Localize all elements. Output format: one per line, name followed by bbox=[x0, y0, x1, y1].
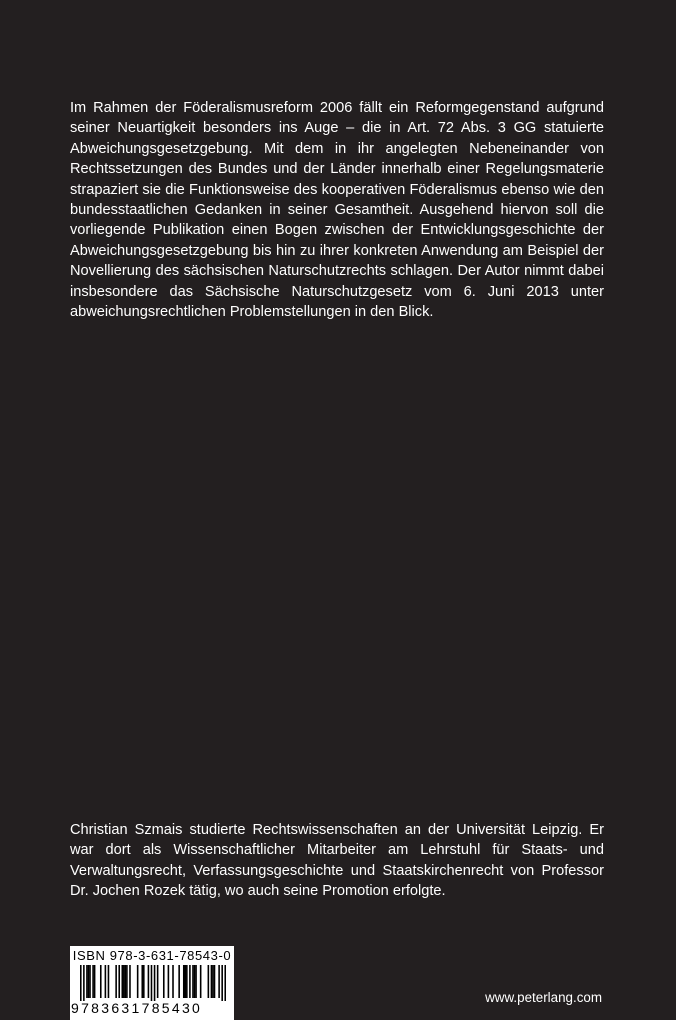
barcode-bar bbox=[115, 965, 117, 998]
barcode-bar bbox=[121, 965, 123, 998]
barcode-bar bbox=[172, 965, 174, 998]
barcode-bar bbox=[212, 965, 214, 998]
barcode-bar bbox=[221, 965, 223, 1001]
barcode-bar bbox=[151, 965, 153, 1001]
barcode-bar bbox=[108, 965, 110, 998]
barcode-bar bbox=[118, 965, 120, 998]
barcode-bar bbox=[218, 965, 220, 998]
barcode-bar bbox=[214, 965, 216, 998]
barcode-bar bbox=[141, 965, 143, 998]
barcode-bar bbox=[195, 965, 197, 998]
barcode-bar bbox=[157, 965, 159, 998]
barcode-bar bbox=[178, 965, 180, 998]
barcode-bars bbox=[80, 965, 226, 1001]
barcode-bar bbox=[105, 965, 107, 998]
barcode-bar bbox=[94, 965, 96, 998]
barcode-bar bbox=[88, 965, 90, 998]
barcode-bar bbox=[208, 965, 210, 998]
barcode-bar bbox=[123, 965, 125, 998]
barcode-bar bbox=[163, 965, 165, 998]
isbn-label: ISBN 978-3-631-78543-0 bbox=[72, 948, 232, 963]
barcode-bar bbox=[92, 965, 94, 998]
barcode-bar bbox=[89, 965, 91, 998]
barcode-bar bbox=[224, 965, 226, 1001]
isbn-barcode bbox=[70, 946, 234, 1020]
barcode-bar bbox=[192, 965, 194, 998]
barcode-bar bbox=[83, 965, 85, 1001]
barcode-bar bbox=[186, 965, 188, 998]
barcode-bar bbox=[154, 965, 156, 1001]
barcode-bar bbox=[148, 965, 150, 998]
barcode-bar bbox=[185, 965, 187, 998]
barcode-bar bbox=[194, 965, 196, 998]
barcode-bar bbox=[200, 965, 202, 998]
barcode-digits: 9783631785430 bbox=[71, 1000, 203, 1016]
publisher-website: www.peterlang.com bbox=[485, 990, 602, 1005]
barcode-bar bbox=[189, 965, 191, 998]
barcode-bar bbox=[100, 965, 102, 998]
barcode-bar bbox=[125, 965, 127, 998]
barcode-bar bbox=[143, 965, 145, 998]
barcode-bar bbox=[126, 965, 128, 998]
barcode-bar bbox=[137, 965, 139, 998]
barcode-bar bbox=[80, 965, 82, 1001]
barcode-bar bbox=[129, 965, 131, 998]
author-bio: Christian Szmais studierte Rechtswissenschaften an der Universität Leipzig. Er war dort als Wissenschaftlicher Mitarbeiter am Lehrstuhl für Staats- und Verwaltungsrecht, Verfassungsgeschichte und Staatskirchenrecht von Professor Dr. Jochen Rozek tätig, wo auch seine Promotion erfolgte. bbox=[70, 822, 604, 900]
back-cover-blurb: Im Rahmen der Föderalismusreform 2006 fällt ein Reformgegenstand aufgrund seiner Neuartigkeit besonders ins Auge – die in Art. 72 Abs. 3 GG statuierte Abweichungsgesetzgebung. Mit dem in ihr angelegten Nebeneinander von Rechtssetzungen des Bundes und der Länder innerhalb einer Regelungsmaterie strapaziert sie die Funktionsweise des kooperativen Föderalismus ebenso wie den bundesstaatlichen Gedanken in seiner Gesamtheit. Ausgehend hiervon soll die vorliegende Publikation einen Bogen zwischen der Entwicklungsgeschichte der Abweichungsgesetzgebung bis hin zu ihrer konkreten Anwendung am Beispiel der Novellierung des sächsischen Naturschutzrechts schlagen. Der Autor nimmt dabei insbesondere das Sächsische Naturschutzgesetz vom 6. Juni 2013 unter abweichungsrechtlichen Problemstellungen in den Blick. bbox=[70, 100, 604, 321]
barcode-bar bbox=[86, 965, 88, 998]
barcode-bar bbox=[168, 965, 170, 998]
barcode-bar bbox=[183, 965, 185, 998]
barcode-bar bbox=[211, 965, 213, 998]
